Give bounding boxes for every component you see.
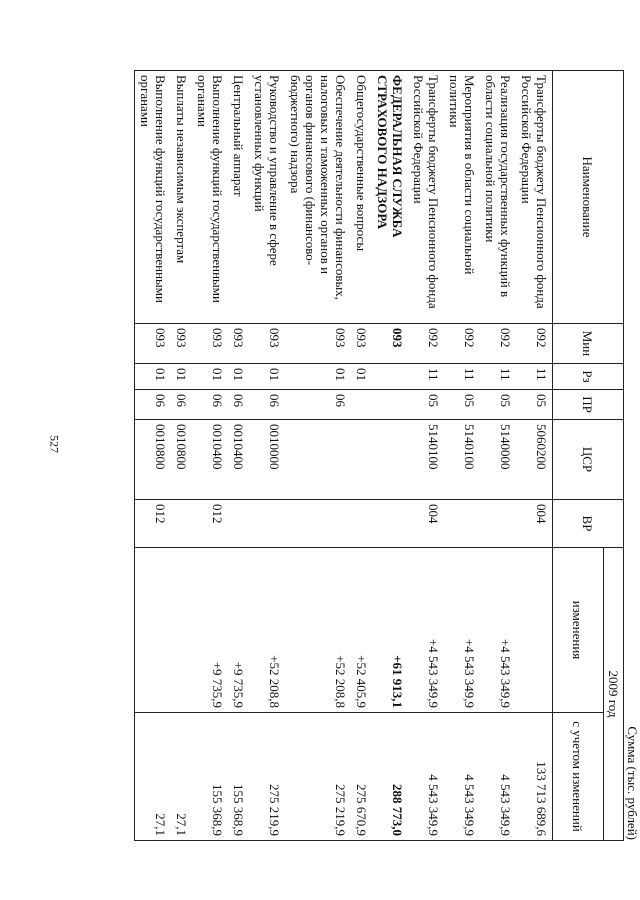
row-total: 275 219,9: [285, 713, 351, 841]
table-row: [444, 71, 480, 841]
row-name: Выполнение функций государственными органами: [192, 71, 228, 324]
row-total: 4 543 349,9: [408, 713, 444, 841]
row-rz: 01: [351, 364, 372, 390]
row-vr: 012: [135, 500, 172, 548]
row-rz: [372, 364, 408, 390]
row-vr: [228, 500, 249, 548]
row-csr: [372, 420, 408, 500]
table-row: [228, 71, 249, 841]
table-row: [372, 71, 408, 841]
row-total: 27,1: [135, 713, 172, 841]
row-min: 092: [480, 324, 516, 364]
table-row: [285, 71, 351, 841]
row-pr: [351, 390, 372, 420]
row-pr: 05: [444, 390, 480, 420]
row-min: 093: [192, 324, 228, 364]
row-rz: 01: [228, 364, 249, 390]
row-total: 155 368,9: [228, 713, 249, 841]
row-pr: 06: [135, 390, 172, 420]
row-csr: 0010800: [135, 420, 172, 500]
row-change: [171, 548, 192, 713]
row-total: 133 713 689,6: [516, 713, 553, 841]
row-min: 093: [372, 324, 408, 364]
header-row: [604, 71, 624, 841]
row-min: 093: [228, 324, 249, 364]
row-pr: 06: [171, 390, 192, 420]
budget-table: [134, 70, 624, 841]
row-rz: 11: [408, 364, 444, 390]
row-pr: 06: [285, 390, 351, 420]
row-total: 27,1: [171, 713, 192, 841]
row-rz: 01: [171, 364, 192, 390]
row-min: 093: [249, 324, 285, 364]
row-name: Трансферты бюджету Пенсионного фонда Российской Федерации: [408, 71, 444, 324]
row-csr: 0010400: [192, 420, 228, 500]
row-csr: 0010400: [228, 420, 249, 500]
row-change: [516, 548, 553, 713]
table-row: [408, 71, 444, 841]
row-change: [135, 548, 172, 713]
row-name: Обеспечение деятельности финансовых, налоговых и таможенных органов и органов финансового (финансово-бюджетного) надзора: [285, 71, 351, 324]
row-vr: [351, 500, 372, 548]
row-rz: 11: [516, 364, 553, 390]
row-name: ФЕДЕРАЛЬНАЯ СЛУЖБА СТРАХОВОГО НАДЗОРА: [372, 71, 408, 324]
row-csr: 5140100: [444, 420, 480, 500]
table-row: [249, 71, 285, 841]
row-pr: 06: [249, 390, 285, 420]
row-pr: 05: [408, 390, 444, 420]
row-vr: [372, 500, 408, 548]
page-number: 527: [47, 435, 62, 453]
row-name: Общегосударственные вопросы: [351, 71, 372, 324]
row-min: 093: [135, 324, 172, 364]
row-name: Центральный аппарат: [228, 71, 249, 324]
row-vr: [480, 500, 516, 548]
row-name: Мероприятия в области социальной политики: [444, 71, 480, 324]
row-rz: 11: [444, 364, 480, 390]
row-total: 288 773,0: [372, 713, 408, 841]
row-min: 092: [516, 324, 553, 364]
row-csr: [285, 420, 351, 500]
table-row: [351, 71, 372, 841]
row-rz: 11: [480, 364, 516, 390]
row-min: 092: [408, 324, 444, 364]
row-csr: 0010000: [249, 420, 285, 500]
row-total: 275 670,9: [351, 713, 372, 841]
row-vr: [249, 500, 285, 548]
row-change: +52 208,8: [249, 548, 285, 713]
header-csr: ЦСР: [553, 420, 624, 500]
row-vr: 004: [516, 500, 553, 548]
row-min: 093: [351, 324, 372, 364]
row-vr: [171, 500, 192, 548]
row-change: +4 543 349,9: [408, 548, 444, 713]
row-change: +61 913,1: [372, 548, 408, 713]
row-vr: 012: [192, 500, 228, 548]
row-name: Трансферты бюджету Пенсионного фонда Российской Федерации: [516, 71, 553, 324]
table-row: [135, 71, 172, 841]
row-change: +9 735,9: [192, 548, 228, 713]
row-rz: 01: [285, 364, 351, 390]
table-row: [171, 71, 192, 841]
row-name: Выполнение функций государственными органами: [135, 71, 172, 324]
row-min: 092: [444, 324, 480, 364]
row-change: +4 543 349,9: [444, 548, 480, 713]
header-changes: изменения: [553, 548, 604, 713]
header-with-changes: с учетом изменений: [553, 713, 604, 841]
row-csr: [351, 420, 372, 500]
row-change: +9 735,9: [228, 548, 249, 713]
row-total: 155 368,9: [192, 713, 228, 841]
table-row: [516, 71, 553, 841]
header-pr: ПР: [553, 390, 624, 420]
row-pr: 06: [192, 390, 228, 420]
row-name: Руководство и управление в сфере установленных функций: [249, 71, 285, 324]
row-min: 093: [285, 324, 351, 364]
row-pr: [372, 390, 408, 420]
table-row: [480, 71, 516, 841]
row-csr: 5140000: [480, 420, 516, 500]
row-rz: 01: [249, 364, 285, 390]
row-pr: 05: [480, 390, 516, 420]
table-row: [192, 71, 228, 841]
row-csr: 5140100: [408, 420, 444, 500]
row-change: +52 405,9: [351, 548, 372, 713]
row-total: 275 219,9: [249, 713, 285, 841]
row-change: +4 543 349,9: [480, 548, 516, 713]
rotated-page-content: [90, 70, 640, 840]
header-min: Мин: [553, 324, 624, 364]
header-name: Наименование: [553, 71, 624, 324]
row-csr: 5060200: [516, 420, 553, 500]
row-rz: 01: [192, 364, 228, 390]
header-year: 2009 год: [604, 548, 624, 841]
row-vr: [444, 500, 480, 548]
row-total: 4 543 349,9: [480, 713, 516, 841]
row-csr: 0010800: [171, 420, 192, 500]
header-rz: Рз: [553, 364, 624, 390]
row-pr: 06: [228, 390, 249, 420]
row-name: Реализация государственных функций в области социальной политики: [480, 71, 516, 324]
table-caption: Сумма (тыс. рублей): [625, 726, 640, 840]
row-name: Выплаты независимым экспертам: [171, 71, 192, 324]
row-vr: 004: [408, 500, 444, 548]
row-rz: 01: [135, 364, 172, 390]
row-pr: 05: [516, 390, 553, 420]
header-vr: ВР: [553, 500, 624, 548]
row-min: 093: [171, 324, 192, 364]
row-total: 4 543 349,9: [444, 713, 480, 841]
row-change: +52 208,8: [285, 548, 351, 713]
row-vr: [285, 500, 351, 548]
